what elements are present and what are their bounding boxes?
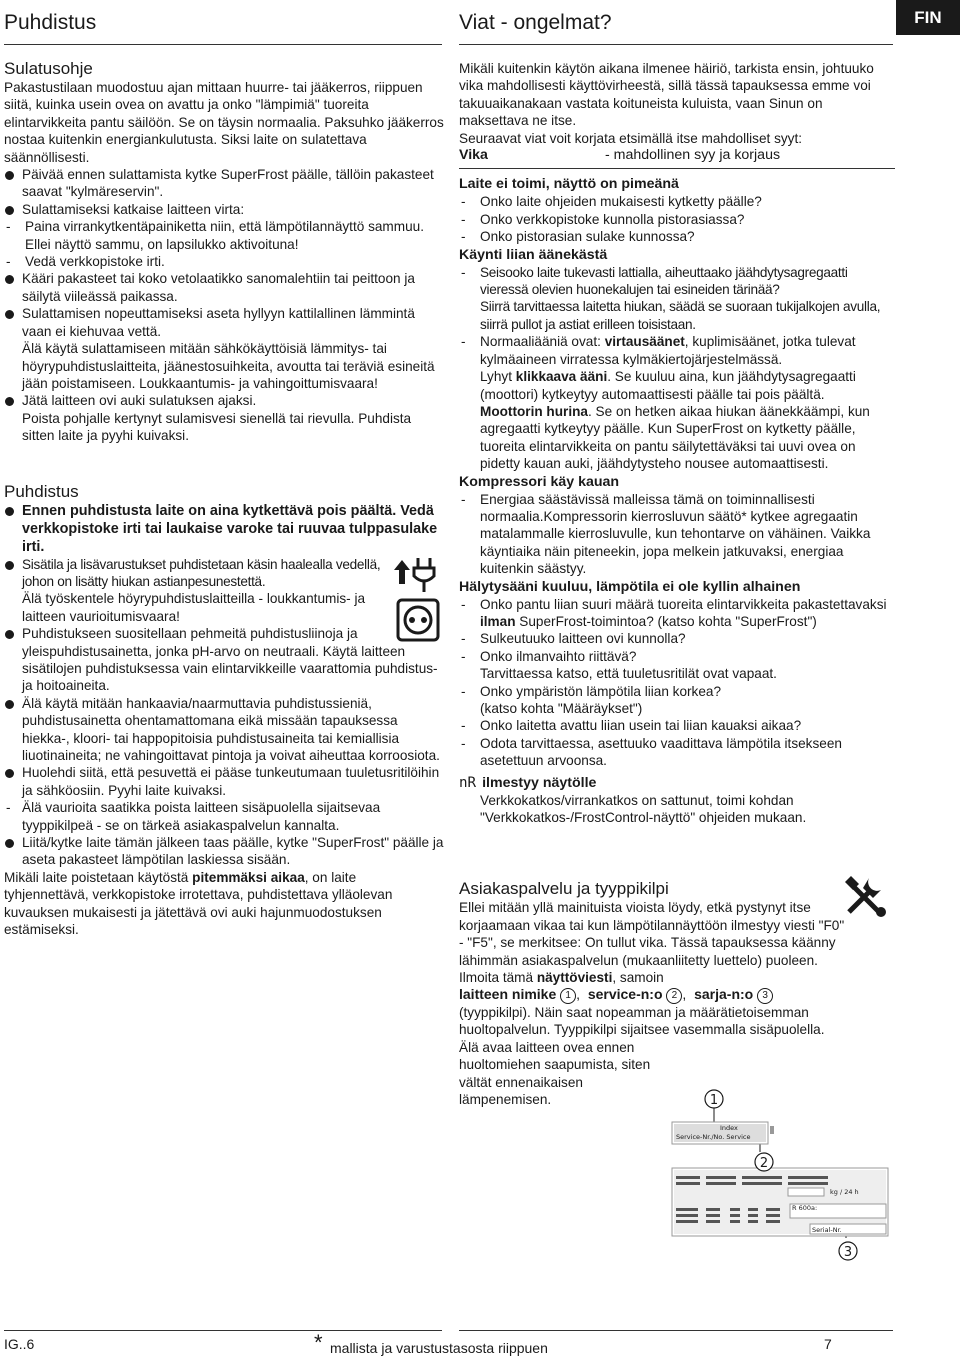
left-column (4, 58, 444, 938)
asiakas-para-2: (tyyppikilpi). Näin saat nopeamman ja määrätietoisemman huoltopalvelun. Tyyppikilpi sijaitsee vasemmalla sisäpuolella. (459, 1004, 825, 1038)
label-sarja: sarja-n:o (694, 986, 754, 1003)
s2-dash-1b: Siirrä tarvittaessa laitetta hiukan, säädä se suoraan tukijalkojen avulla, siirrä pullot ja astiat erilleen toisistaan. (480, 299, 881, 332)
puhdistus-bullet-1: Ennen puhdistusta laite on aina kytkettävä pois päältä. Vedä verkkopistoke irti tai laukaise varoke tai ruuvaa tulppasulake irti. (4, 502, 444, 556)
sulatus-dash-1: - Paina virrankytkentäpainiketta niin, että lämpötilannäyttö sammuu. Ellei näyttö sammu, on lapsilukko aktivoituna! (4, 218, 444, 253)
label-service: service-n:o (587, 986, 663, 1003)
s4-d1b: SuperFrost-toimintoa? (katso kohta "SuperFrost") (515, 613, 817, 629)
type-plate-drawing (670, 1088, 892, 1264)
footer-rule-left (4, 1330, 442, 1331)
s2-dash-1: - Seisooko laite tukevasti lattialla, aiheuttaako jäähdytysagregaatti vieressä olevien huonekalujen tai esineiden tärinää? (459, 264, 895, 299)
plate-index: Index (720, 1124, 738, 1132)
cause-label: - mahdollinen syy ja korjaus (605, 147, 781, 164)
label-nimike: laitteen nimike (459, 986, 557, 1003)
s5-text: Verkkokatkos/virrankatkos on sattunut, toimi kohdan "Verkkokatkos-/FrostControl-näyttö" ohjeiden mukaan. (480, 792, 807, 826)
s4-dash-1 (459, 596, 895, 631)
s4-dash-3: - Onko ilmanvaihto riittävä? (459, 648, 895, 665)
s2-d2bold: virtausäänet (604, 334, 685, 350)
sulatus-bullet-4: Sulattamisen nopeuttamiseksi aseta hyllyyn kattilallinen lämmintä vaan ei kiehuvaa vettä. (4, 305, 444, 340)
puhdistus-end-b: , on laite tyhjennettävä, verkkopistoke irrotettava, puhdistettava ylläolevan kuvauksen mukaisesti ja jätettävä ovi auki hajunmuodostuksen estämiseksi. (4, 869, 393, 938)
title-underline-left (4, 44, 442, 45)
asiakas-labels: laitteen nimike 1 , service-n:o 2 , sarja-n:o 3 (459, 986, 895, 1003)
asiakas-para-3: Älä avaa laitteen ovea ennen huoltomiehen saapumista, siten vältät ennenaikaisen lämpenemisen. (459, 1039, 651, 1107)
sulatus-bullet-5: Jätä laitteen ovi auki sulatuksen ajaksi. (4, 392, 444, 409)
asiakas-p1bold: näyttöviesti (536, 970, 613, 986)
display-code: nR (459, 774, 477, 791)
type-plate (670, 1088, 892, 1264)
sulatus-warning: Älä käytä sulattamiseen mitään sähkökäyttöisiä lämmitys- tai höyrypuhdistuslaitteita, jäänestosuihkeita, avoutta tai teräviä esineitä jään poistamiseen. Loukkaantumis- ja vahingoittumisvaara! (22, 341, 435, 391)
s4-dash-2: - Sulkeutuuko laitteen ovi kunnolla? (459, 630, 895, 647)
s2-dash-2 (459, 333, 895, 368)
s2-p3b: . Se on hetken aikaa hiukan äänekkäämpi, kun agregaatti kytkeytyy päälle. Kun SuperFrost on kytketty päälle, tuoreita elintarvikkeita on pantu säilytettäväksi tai uuvi ovea on pidetty kauan auki, jäähdytysteho nousee automaattisesti. (480, 403, 870, 472)
footer-left: IG..6 (4, 1336, 35, 1352)
s2-p2b: . Se kuuluu aina, kun jäähdytysagregaatti (moottori) kytkeytyy automaattisesti päälle tai pois päältä. (480, 369, 856, 402)
asiakas-para-1 (459, 899, 895, 986)
s4-dash-4b: (katso kohta "Määräykset") (480, 701, 643, 716)
sulatus-heading: Sulatusohje (4, 59, 93, 78)
footer-page: 7 (824, 1336, 832, 1352)
viat-intro-2: Seuraavat viat voit korjata etsimällä itse mahdolliset syyt: (459, 130, 803, 146)
footer-center: mallista ja varustustasosta riippuen (330, 1340, 548, 1356)
s2-p3bold: Moottorin hurina (480, 403, 588, 419)
title-underline-right (459, 44, 893, 45)
s2-d2a: Normaaliääniä ovat: (480, 334, 605, 350)
s4-dash-4: - Onko ympäristön lämpötila liian korkea? (459, 683, 895, 700)
vika-label: Vika (459, 147, 488, 164)
plate-kg: kg / 24 h (830, 1188, 859, 1196)
plate-serial: Serial-Nr. (812, 1226, 842, 1234)
plate-callout-3: 3 (843, 1245, 853, 1260)
viat-intro-1: Mikäli kuitenkin käytön aikana ilmenee häiriö, tarkista ensin, johtuuko vika mahdollisesti käyttövirheestä, sillä tässä tapauksessa emme voi takuuaikanakaan vastata koituneista kuluista, vaan Sinun on maksettava ne itse. (459, 61, 874, 129)
circle-1: 1 (560, 988, 576, 1004)
viat-table-header (459, 147, 895, 164)
s3-dash-1: - Energiaa säästävissä malleissa tämä on toiminnallisesti normaalia.Kompressorin kierrosluvun säätö* kytkee agregaatin matalammalle kierrosluvulle, kun tehontarve on vähäinen. Vaikka käyntiaika näin piteneekin, jopa melkein jatkuvaksi, energiaa kuitenkin säästyy. (459, 491, 895, 578)
s1-dash-1: - Onko laite ohjeiden mukaisesti kytketty päälle? (459, 193, 895, 210)
s4-d1a: Onko pantu liian suuri määrä tuoreita elintarvikkeita pakastettavaksi (480, 596, 887, 612)
circle-3: 3 (757, 988, 773, 1004)
puhdistus-end-bold: pitemmäksi aikaa (192, 869, 305, 885)
sulatus-end: Poista pohjalle kertynyt sulamisvesi sienellä tai rievulla. Puhdista sitten laite ja pyyhi kuivaksi. (22, 410, 412, 444)
right-column (459, 60, 895, 1108)
s1-heading: Laite ei toimi, näyttö on pimeänä (459, 176, 679, 193)
left-page-title: Puhdistus (4, 11, 97, 34)
puhdistus-bullet-6: Liitä/kytke laite tämän jälkeen taas päälle, kytke "SuperFrost" päälle ja aseta pakasteet lämpötilan laskiessa sisään. (4, 834, 444, 869)
footer-rule-right (459, 1330, 893, 1331)
s5-heading (459, 774, 895, 792)
footer-star: * (314, 1330, 323, 1355)
wrench-icon (839, 870, 891, 922)
sulatus-dash-2: - Vedä verkkopistoke irti. (4, 253, 444, 270)
right-page-title: Viat - ongelmat? (459, 11, 612, 34)
asiakas-p1: Ellei mitään yllä mainituista vioista löydy, etkä pystynyt itse korjaamaan vikaa tai kun lämpötilannäyttöön ilmestyy viesti "F0" - "F5", se merkitsee: On tullut vika. Tässä tapauksessa käänny lähimmän asiakaspalvelun (mukaanliitetty luettelo) puoleen. Ilmoita tämä (459, 900, 845, 986)
s1-dash-3: - Onko pistorasian sulake kunnossa? (459, 228, 895, 245)
puhdistus-bullet-2: Sisätila ja lisävarustukset puhdistetaan käsin haalealla vedellä, johon on lisätty hiukan astianpesunestettä. (4, 556, 444, 591)
s5-head-text: ilmestyy näytölle (482, 774, 597, 791)
s1-dash-2: - Onko verkkopistoke kunnolla pistorasiassa? (459, 211, 895, 228)
sulatus-bullet-2: Sulattamiseksi katkaise laitteen virta: (4, 201, 444, 218)
sulatus-intro: Pakastustilaan muodostuu ajan mittaan huurre- tai jääkerros, riippuen siitä, kuinka usein ovea on avattu ja onko "lämpimiä" tuoreita elintarvikkeita pantu säilöön. Se on täysin normaalia. Paksuhko jääkerros nostaa kuitenkin energiankulutusta. Siksi laite on sulatettava säännöllisesti. (4, 80, 444, 165)
asiakas-p1b: , samoin (612, 970, 664, 986)
puhdistus-heading: Puhdistus (4, 481, 79, 501)
sulatus-bullet-1: Päivää ennen sulattamista kytke SuperFrost päälle, tällöin pakasteet saavat "kylmäreservin". (4, 166, 444, 201)
s2-p2bold: klikkaava ääni (515, 369, 608, 385)
puhdistus-dash-1: - Älä vaurioita saatikka poista laitteen sisäpuolella sijaitsevaa tyyppikilpeä - se on tärkeä asiakaspalvelun kannalta. (4, 799, 444, 834)
s3-heading: Kompressori käy kauan (459, 473, 620, 490)
language-tab: FIN (896, 0, 960, 35)
plate-callout-1: 1 (709, 1093, 719, 1108)
puhdistus-bullet-3: Puhdistukseen suositellaan pehmeitä puhdistusliinoja ja yleispuhdistusainetta, jonka pH-arvo on neutraali. Käytä laitteen sisätilojen puhdistuksessa vain elintarvikkeille vaarattomia puhdistus- ja hoitoaineita. (4, 625, 444, 695)
s2-heading: Käynti liian äänekästä (459, 246, 608, 263)
puhdistus-end-a: Mikäli laite poistetaan käytöstä (4, 869, 193, 885)
circle-2: 2 (666, 988, 682, 1004)
s2-p2a: Lyhyt (480, 369, 516, 385)
sulatus-bullet-3: Kääri pakasteet tai koko vetolaatikko sanomalehtiin tai peittoon ja säilytä viileässä paikassa. (4, 270, 444, 305)
s2-d2b: , kuplimisäänet, jotka tulevat kylmäaineen virratessa kylmäkiertojärjestelmässä. (480, 334, 856, 367)
s4-dash-3b: Tarvittaessa katso, että tuuletusritilät ovat vapaat. (480, 666, 777, 682)
s4-dash-6: - Odota tarvittaessa, asettuuko vaadittava lämpötila itsekseen asetettuun arvoonsa. (459, 735, 895, 770)
puhdistus-bullet-2b: Älä työskentele höyrypuhdistuslaitteilla - loukkantumis- ja laitteen vaurioitumisvaara! (22, 591, 366, 624)
s4-heading: Hälytysääni kuuluu, lämpötila ei ole kyllin alhainen (459, 578, 801, 595)
s4-d1bold: ilman (480, 613, 516, 629)
asiakas-heading: Asiakaspalvelu ja tyyppikilpi (459, 879, 669, 899)
plate-service: Service-Nr./No. Service (676, 1133, 751, 1141)
plate-r600: R 600a: (792, 1204, 818, 1212)
s2-para-3 (459, 403, 895, 473)
puhdistus-bullet-4: Älä käytä mitään hankaavia/naarmuttavia puhdistussieniä, puhdistusainetta ohentamattomana eikä missään tapauksessa hiekka-, kloori- tai happopitoisia puhdistusaineita tai kemiallisia liuotinaineita; ne vahingoittavat pintoja ja voivat aiheuttaa korroosiota. (4, 695, 444, 765)
viat-rule (459, 168, 895, 169)
s4-dash-5: - Onko laitetta avattu liian usein tai liian kauaksi aikaa? (459, 717, 895, 734)
puhdistus-bullet-5: Huolehdi siitä, että pesuvettä ei pääse tunkeutumaan tuuletusritilöihin ja sähköosiin. Pyyhi laite kuivaksi. (4, 764, 444, 799)
puhdistus-end (4, 869, 444, 939)
s2-para-2 (459, 368, 895, 403)
plate-callout-2: 2 (759, 1156, 769, 1171)
